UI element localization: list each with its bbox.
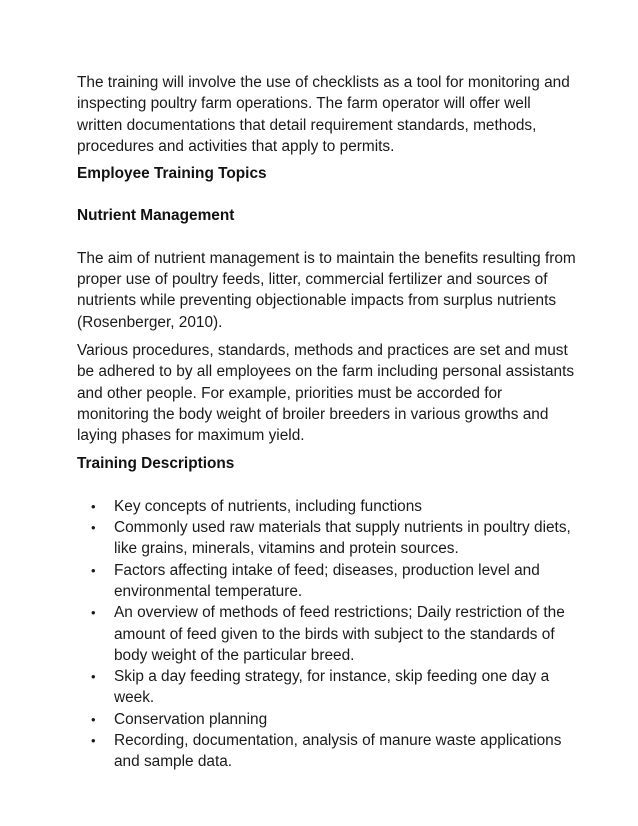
list-item-text: Key concepts of nutrients, including functions [114, 497, 422, 515]
bullet-icon: • [91, 562, 96, 578]
list-item [77, 496, 577, 517]
list-item [77, 709, 577, 730]
list-item-text: Recording, documentation, analysis of manure waste applications and sample data. [114, 732, 562, 771]
heading-employee-training-topics: Employee Training Topics [77, 165, 267, 183]
bullet-icon: • [91, 733, 96, 749]
heading-nutrient-management: Nutrient Management [77, 207, 235, 225]
list-item [77, 602, 577, 666]
list-item-text: Conservation planning [114, 710, 268, 728]
procedures-paragraph: Various procedures, standards, methods and practices are set and must be adhered to by all employees on the farm including personal assistants and other people. For example, priorities must be accorded for monitoring the body weight of broiler breeders in various growths and laying phases for maximum yield. [77, 341, 575, 445]
bullet-icon: • [91, 669, 96, 685]
training-descriptions-list [77, 496, 577, 773]
list-item [77, 517, 577, 560]
list-item-text: Factors affecting intake of feed; diseases, production level and environmental temperature. [114, 561, 540, 600]
bullet-icon: • [91, 520, 96, 536]
list-item [77, 730, 577, 773]
list-item-text: An overview of methods of feed restrictions; Daily restriction of the amount of feed given to the birds with subject to the standards of body weight of the particular breed. [114, 604, 565, 664]
intro-paragraph: The training will involve the use of checklists as a tool for monitoring and inspecting poultry farm operations. The farm operator will offer well written documentations that detail requirement standards, methods, procedures and activities that apply to permits. [77, 74, 570, 155]
list-item-text: Skip a day feeding strategy, for instance, skip feeding one day a week. [114, 668, 550, 707]
list-item [77, 560, 577, 603]
document-body [77, 72, 577, 773]
list-item [77, 666, 577, 709]
bullet-icon: • [91, 498, 96, 514]
nutrient-aim-paragraph: The aim of nutrient management is to maintain the benefits resulting from proper use of poultry feeds, litter, commercial fertilizer and sources of nutrients while preventing objectionable impacts from surplus nutrients (Rosenberger, 2010). [77, 249, 576, 331]
bullet-icon: • [91, 711, 96, 727]
heading-training-descriptions: Training Descriptions [77, 455, 235, 473]
list-item-text: Commonly used raw materials that supply nutrients in poultry diets, like grains, minerals, vitamins and protein sources. [114, 519, 571, 558]
bullet-icon: • [91, 605, 96, 621]
